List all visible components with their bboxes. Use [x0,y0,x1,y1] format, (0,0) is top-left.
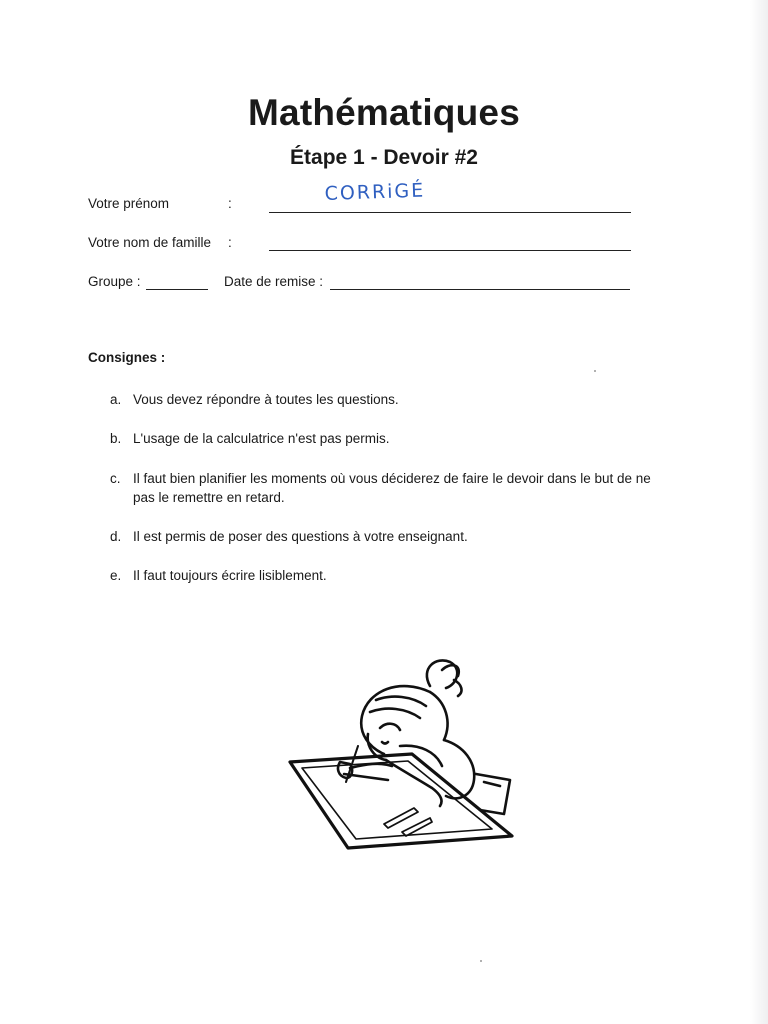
last-name-colon: : [228,235,232,250]
first-name-label: Votre prénom [88,196,170,211]
instruction-text: Il faut bien planifier les moments où vous déciderez de faire le devoir dans le but de ne pas le remettre en retard. [133,471,651,505]
instruction-text: Il est permis de poser des questions à votre enseignant. [133,529,468,544]
due-date-field[interactable] [330,289,630,290]
group-label: Groupe : [88,274,141,289]
scan-speck [480,960,482,962]
instruction-letter: d. [110,529,122,544]
instruction-letter: a. [110,392,122,407]
last-name-field[interactable] [269,250,631,251]
page-title: Mathématiques [248,92,520,133]
first-name-colon: : [228,196,232,211]
instruction-text: Vous devez répondre à toutes les questions. [133,392,399,407]
instruction-letter: c. [110,471,121,486]
instruction-letter: b. [110,431,122,446]
page-subtitle: Étape 1 - Devoir #2 [290,146,478,169]
due-date-label: Date de remise : [224,274,324,289]
first-name-field[interactable] [269,212,631,213]
instruction-text: L'usage de la calculatrice n'est pas permis. [133,431,390,446]
group-field[interactable] [146,289,208,290]
instruction-letter: e. [110,568,122,583]
scan-speck [594,370,596,372]
first-name-handwritten-value: CORRiGÉ [324,179,426,205]
instructions-heading: Consignes : [88,350,166,365]
student-writing-drawing-icon [280,650,520,850]
last-name-label: Votre nom de famille [88,235,212,250]
instruction-text: Il faut toujours écrire lisiblement. [133,568,327,583]
